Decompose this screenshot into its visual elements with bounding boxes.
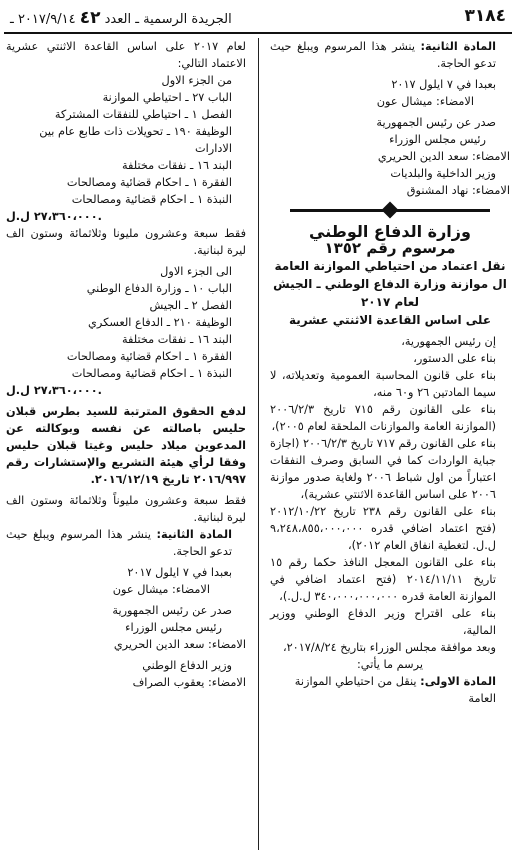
from-part: من الجزء الاول xyxy=(161,74,232,87)
left-pm-signature: الامضاء: سعد الدين الحريري xyxy=(113,638,246,651)
preamble-3: بناء على قانون المحاسبة العمومية وتعديلاته، لا سيما المادتين ٢٦ و٦٠ منه، xyxy=(270,369,496,399)
decrees-following: يرسم ما يأتي: xyxy=(357,658,423,671)
credit-purpose: لدفع الحقوق المترتبة للسيد بطرس قبلان حليس باصالته عن نفسه وبوكالته عن المدعوين ميلاد حليس وغيتا قبلان حليس وفقا لرأي هيئة التشريع والإستشارات رقم ٢٠١٦/٩٩٧ تاريخ ٢٠١٦/١٢/١٩. xyxy=(6,405,246,486)
to-chapter: الباب ١٠ ـ وزارة الدفاع الوطني xyxy=(86,282,232,295)
article-2 xyxy=(270,38,510,72)
right-column xyxy=(270,38,510,707)
preamble-2: بناء على الدستور، xyxy=(413,352,496,365)
pm-signature: الامضاء: سعد الدين الحريري xyxy=(377,150,510,163)
interior-minister-signature: الامضاء: نهاد المشنوق xyxy=(406,184,510,197)
gazette-name: الجريدة الرسمية ـ العدد xyxy=(104,12,232,27)
from-paragraph: الفقرة ١ ـ احكام قضائية ومصالحات xyxy=(66,176,232,189)
pm-title: رئيس مجلس الوزراء xyxy=(389,133,486,146)
decree-subject: نقل اعتماد من احتياطي الموازنة العامة ال موازنة وزارة الدفاع الوطني ـ الجيش لعام ٢٠١٧ xyxy=(273,259,507,309)
left-place-date: بعبدا في ٧ ايلول ٢٠١٧ xyxy=(127,566,232,579)
to-function: الوظيفة ٢١٠ ـ الدفاع العسكري xyxy=(88,316,232,329)
page-number: ٣١٨٤ xyxy=(464,6,506,26)
from-function: الوظيفة ١٩٠ ـ تحويلات ذات طابع عام بين الادارات xyxy=(39,125,232,155)
left-signature: الامضاء: ميشال عون xyxy=(112,583,210,596)
article-2-text: ينشر هذا المرسوم ويبلغ حيث تدعو الحاجة. xyxy=(270,40,496,70)
to-item: البند ١٦ ـ نفقات مختلفة xyxy=(121,333,232,346)
article-1-label: المادة الاولى: xyxy=(420,675,496,688)
amount-in-words-2: فقط سبعة وعشرون مليوناً وثلاثمائة وستون الف ليرة لبنانية. xyxy=(6,494,246,524)
from-subparagraph: النبذة ١ ـ احكام قضائية ومصالحات xyxy=(71,193,232,206)
left-pm-title: رئيس مجلس الوزراء xyxy=(125,621,222,634)
left-article-2-label: المادة الثانية: xyxy=(156,528,232,541)
article-1 xyxy=(270,673,510,707)
article-2-label: المادة الثانية: xyxy=(420,40,496,53)
preamble-9: وبعد موافقة مجلس الوزراء بتاريخ ٢٠١٧/٨/٢٤، xyxy=(282,641,496,654)
preamble-5: بناء على القانون رقم ٧١٧ تاريخ ٢٠٠٦/٢/٣ (اجازة جباية الواردات كما في السابق وصرف النفقات اعتباراً من اول شباط ٢٠٠٦ ولغاية صدور موازنة ٢٠٠٦ على اساس القاعدة الاثنتي عشرية)، xyxy=(270,437,496,501)
to-paragraph: الفقرة ١ ـ احكام قضائية ومصالحات xyxy=(66,350,232,363)
amount-from: ٢٧،٣٦٠،٠٠٠ ل.ل. xyxy=(6,210,102,223)
left-column xyxy=(6,38,246,691)
issue-number: ٤٢ xyxy=(79,8,101,28)
article-1-text: ينقل من احتياطي الموازنة العامة xyxy=(294,675,496,705)
running-header xyxy=(4,4,512,30)
gazette-title xyxy=(10,8,232,28)
decree-basis: على اساس القاعدة الاثنتي عشرية xyxy=(288,313,492,327)
defense-minister-signature: الامضاء: يعقوب الصراف xyxy=(132,676,246,689)
ministry-heading: وزارة الدفاع الوطني xyxy=(309,222,471,241)
to-part: الى الجزء الاول xyxy=(160,265,232,278)
preamble-4: بناء على القانون رقم ٧١٥ تاريخ ٢٠٠٦/٢/٣ (الموازنة العامة والموازنات الملحقة لعام ٢٠٠٥)، xyxy=(270,403,496,433)
issue-date: ٢٠١٧/٩/١٤ ـ xyxy=(10,12,76,27)
to-subparagraph: النبذة ١ ـ احكام قضائية ومصالحات xyxy=(71,367,232,380)
credit-intro: لعام ٢٠١٧ على اساس القاعدة الاثنتي عشرية الاعتماد التالي: xyxy=(6,40,247,70)
to-section: الفصل ٢ ـ الجيش xyxy=(149,299,232,312)
left-issued-by: صدر عن رئيس الجمهورية xyxy=(112,604,232,617)
place-date: بعبدا في ٧ ايلول ٢٠١٧ xyxy=(391,78,496,91)
preamble-6: بناء على القانون رقم ٢٣٨ تاريخ ٢٠١٢/١٠/٢٢ (فتح اعتماد اضافي قدره ٩،٢٤٨،٨٥٥،٠٠٠،٠٠٠ ل.ل. لتغطية انفاق العام ٢٠١٢)، xyxy=(270,505,496,552)
header-rule xyxy=(4,32,512,34)
defense-minister-title: وزير الدفاع الوطني xyxy=(142,659,232,672)
preamble-1: إن رئيس الجمهورية، xyxy=(401,335,496,348)
column-divider xyxy=(258,38,259,850)
signature: الامضاء: ميشال عون xyxy=(376,95,474,108)
amount-in-words-1: فقط سبعة وعشرون مليونا وثلاثمائة وستون الف ليرة لبنانية. xyxy=(6,227,246,257)
left-article-2-text: ينشر هذا المرسوم ويبلغ حيث تدعو الحاجة. xyxy=(6,528,232,558)
issued-by: صدر عن رئيس الجمهورية xyxy=(376,116,496,129)
preamble-8: بناء على اقتراح وزير الدفاع الوطني ووزير المالية، xyxy=(270,607,496,637)
interior-minister-title: وزير الداخلية والبلديات xyxy=(390,167,496,180)
from-section: الفصل ١ ـ احتياطي للنفقات المشتركة xyxy=(54,108,232,121)
left-article-2 xyxy=(6,526,246,560)
amount-to: ٢٧،٣٦٠،٠٠٠ ل.ل. xyxy=(6,384,102,397)
from-item: البند ١٦ ـ نفقات مختلفة xyxy=(121,159,232,172)
preamble-7: بناء على القانون المعجل النافذ حكما رقم ١٥ تاريخ ٢٠١٤/١١/١١ (فتح اعتماد اضافي في الموازنة العامة قدره ٣٤٠،٠٠٠،٠٠٠،٠٠٠ ل.ل.)، xyxy=(270,556,496,603)
decree-number: مرسوم رقم ١٣٥٢ xyxy=(324,239,456,257)
from-chapter: الباب ٢٧ ـ احتياطي الموازنة xyxy=(102,91,232,104)
section-ornament xyxy=(270,205,510,215)
